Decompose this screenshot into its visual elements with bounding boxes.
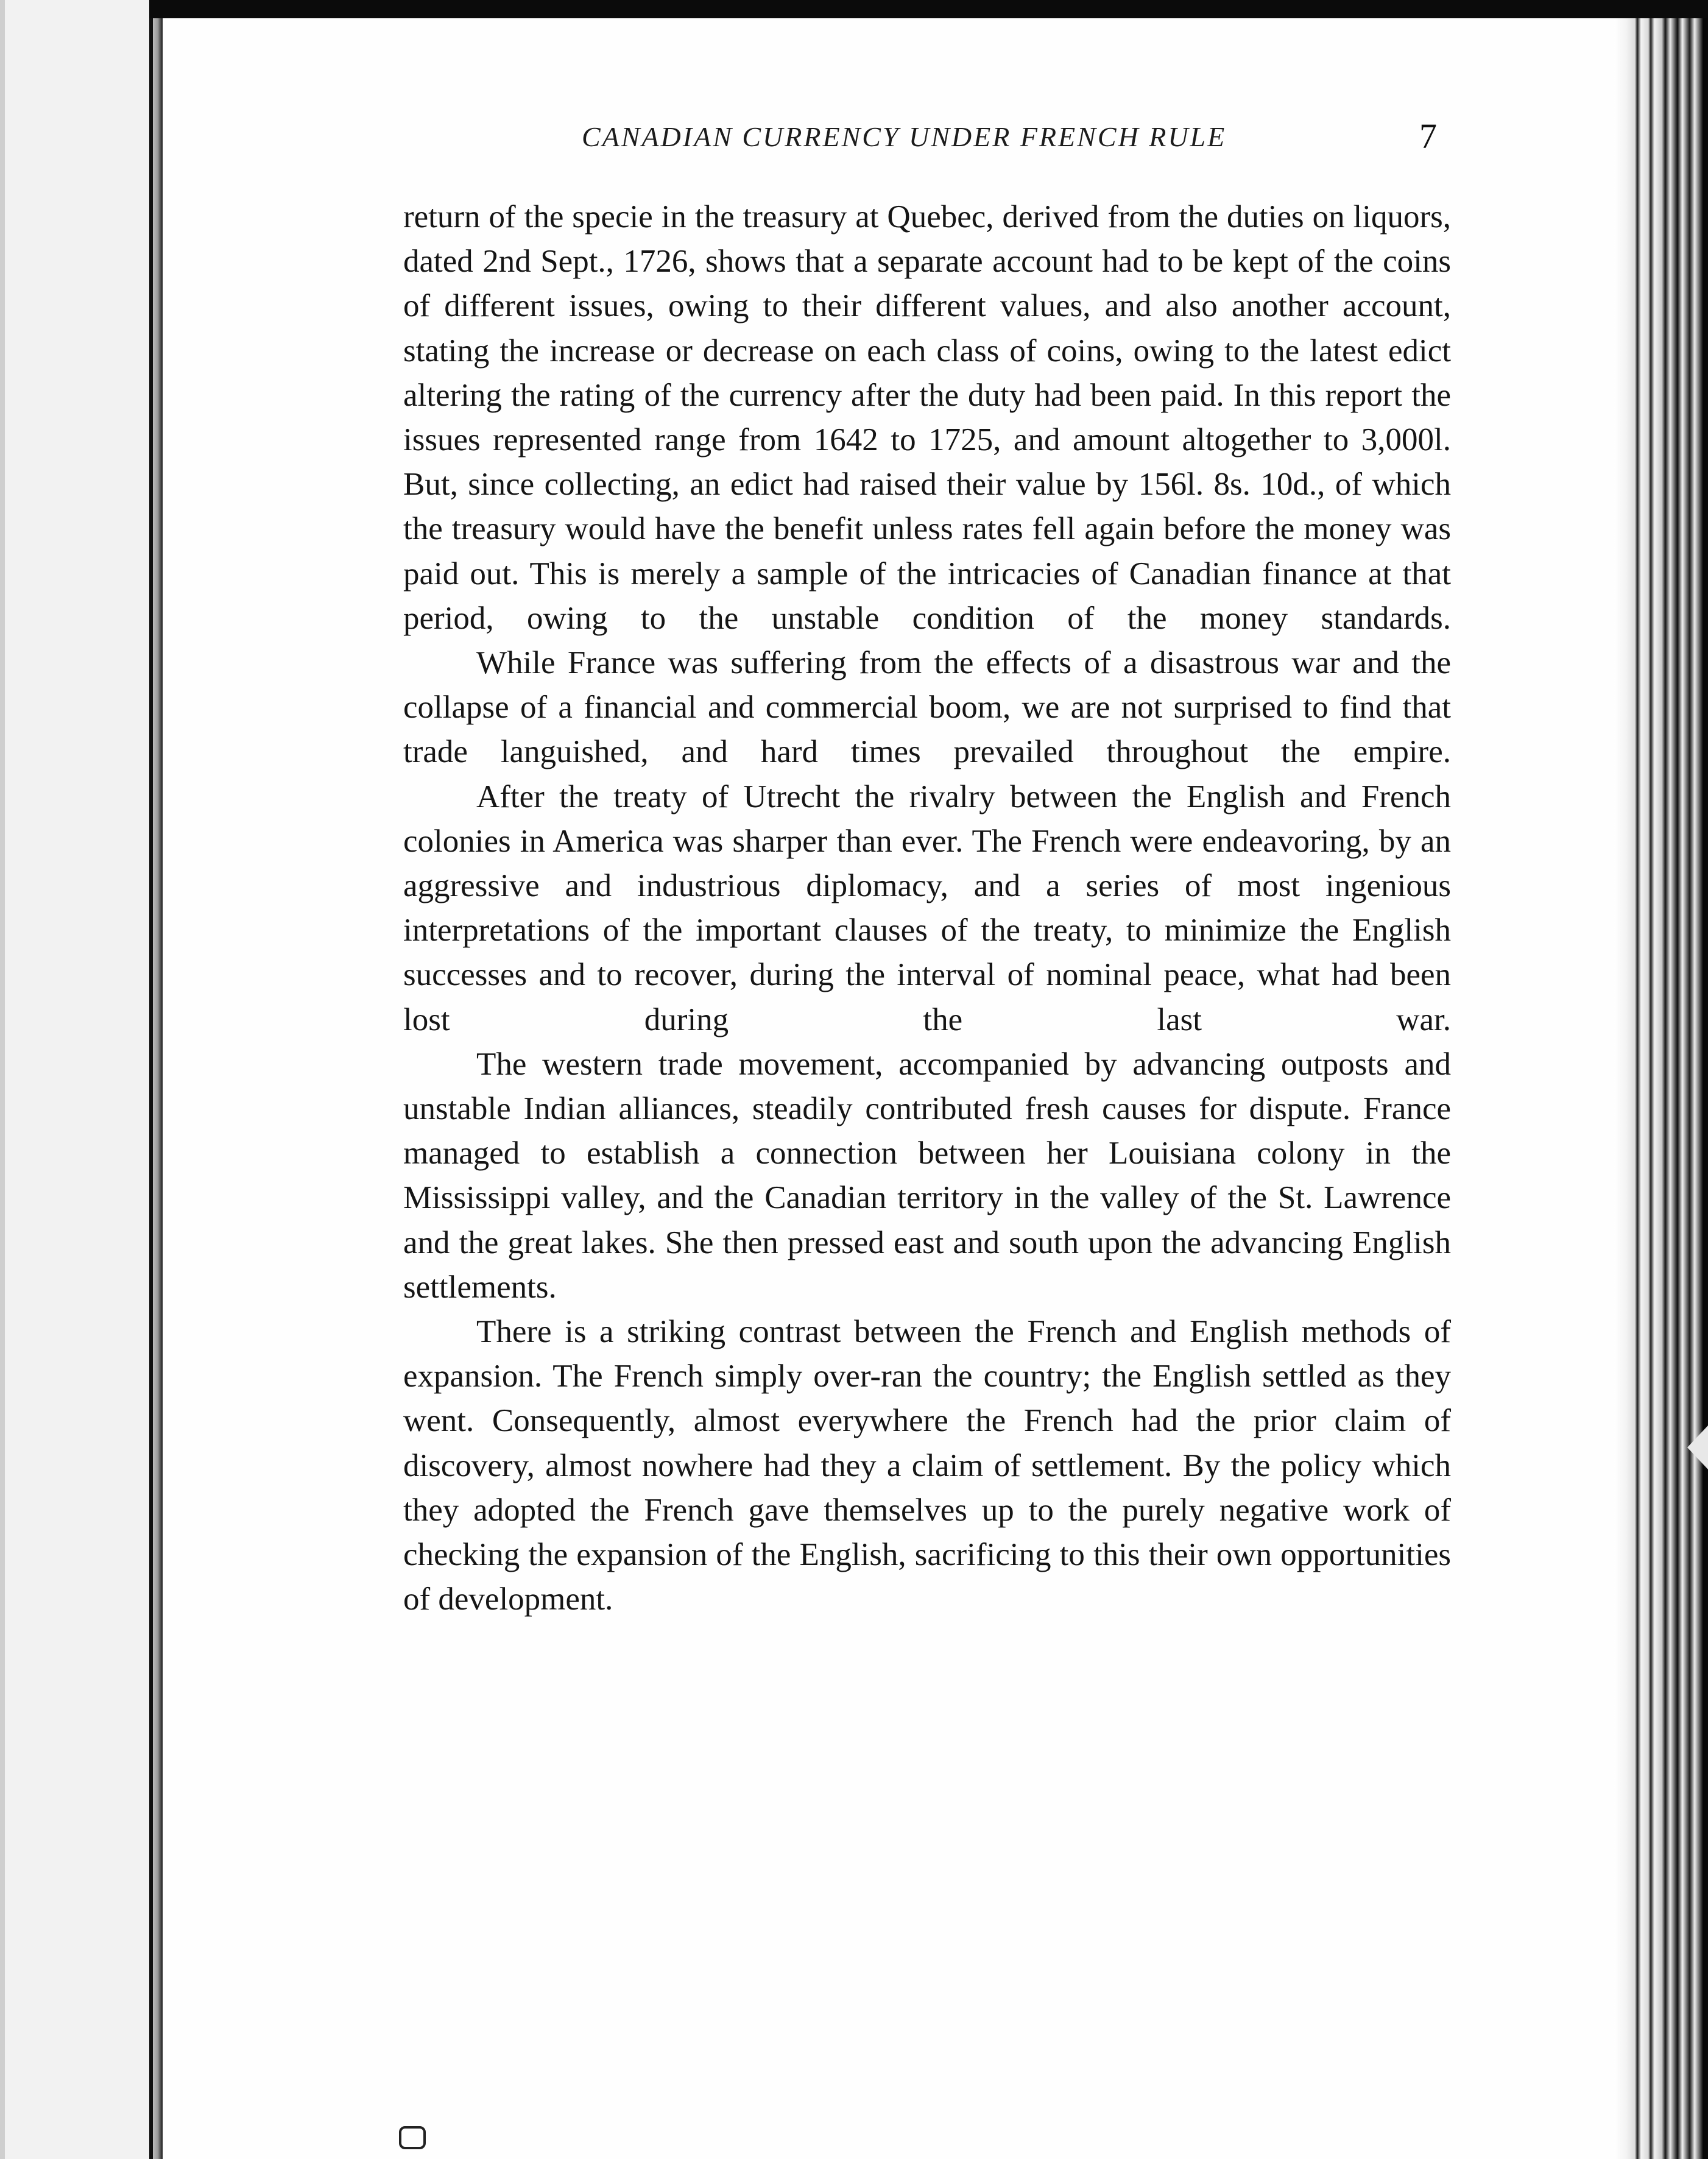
- scan-top-border: [0, 0, 1708, 18]
- page-edge-tab: [1687, 1426, 1708, 1469]
- paragraph-5: There is a striking contrast between the French and English methods of expansion. The French simply over-ran the country; the English settled as they went. Consequently, almost everywhere the French had the prior claim of discovery, almost nowhere had they a claim of settlement. By the policy which they adopted the French gave themselves up to the purely negative work of checking the expansion of the English, sacrificing to this their own opportunities of development.: [403, 1314, 1451, 1617]
- book-gutter: [149, 18, 163, 2159]
- page-stack-edges: [1614, 18, 1708, 2159]
- running-head: CANADIAN CURRENCY UNDER FRENCH RULE: [582, 121, 1227, 152]
- body-text: [403, 195, 1451, 1622]
- paragraph-1: return of the specie in the treasury at Quebec, derived from the duties on liquors, dated 2nd Sept., 1726, shows that a separate account had to be kept of the coins of different issues, owing to their different values, and also another account, stating the increase or decrease on each class of coins, owing to the latest edict altering the rating of the currency after the duty had been paid. In this report the issues represented range from 1642 to 1725, and amount altogether to 3,000l. But, since collecting, an edict had raised their value by 156l. 8s. 10d., of which the treasury would have the benefit unless rates fell again before the money was paid out. This is merely a sample of the intricacies of Canadian finance at that period, owing to the unstable condition of the money standards.: [403, 199, 1451, 636]
- scan-left-border: [0, 0, 5, 2159]
- scan-artifact-mark: [399, 2126, 426, 2149]
- paragraph-2: While France was suffering from the effects of a disastrous war and the collapse of a financial and commercial boom, we are not surprised to find that trade languished, and hard times prevailed throughout the empire.: [403, 645, 1451, 770]
- facing-page-edge: [0, 0, 149, 2159]
- paragraph-3: After the treaty of Utrecht the rivalry between the English and French colonies in America was sharper than ever. The French were endeavoring, by an aggressive and industrious diplomacy, and a series of most ingenious interpretations of the important clauses of the treaty, to minimize the English successes and to recover, during the interval of nominal peace, what had been lost during the last war.: [403, 779, 1451, 1037]
- page-number: 7: [1419, 116, 1437, 156]
- paragraph-4: The western trade movement, accompanied by advancing outposts and unstable Indian alliances, steadily contributed fresh causes for dispute. France managed to establish a connection between her Louisiana colony in the Mississippi valley, and the Canadian territory in the valley of the St. Lawrence and the great lakes. She then pressed east and south upon the advancing English settlements.: [403, 1046, 1451, 1305]
